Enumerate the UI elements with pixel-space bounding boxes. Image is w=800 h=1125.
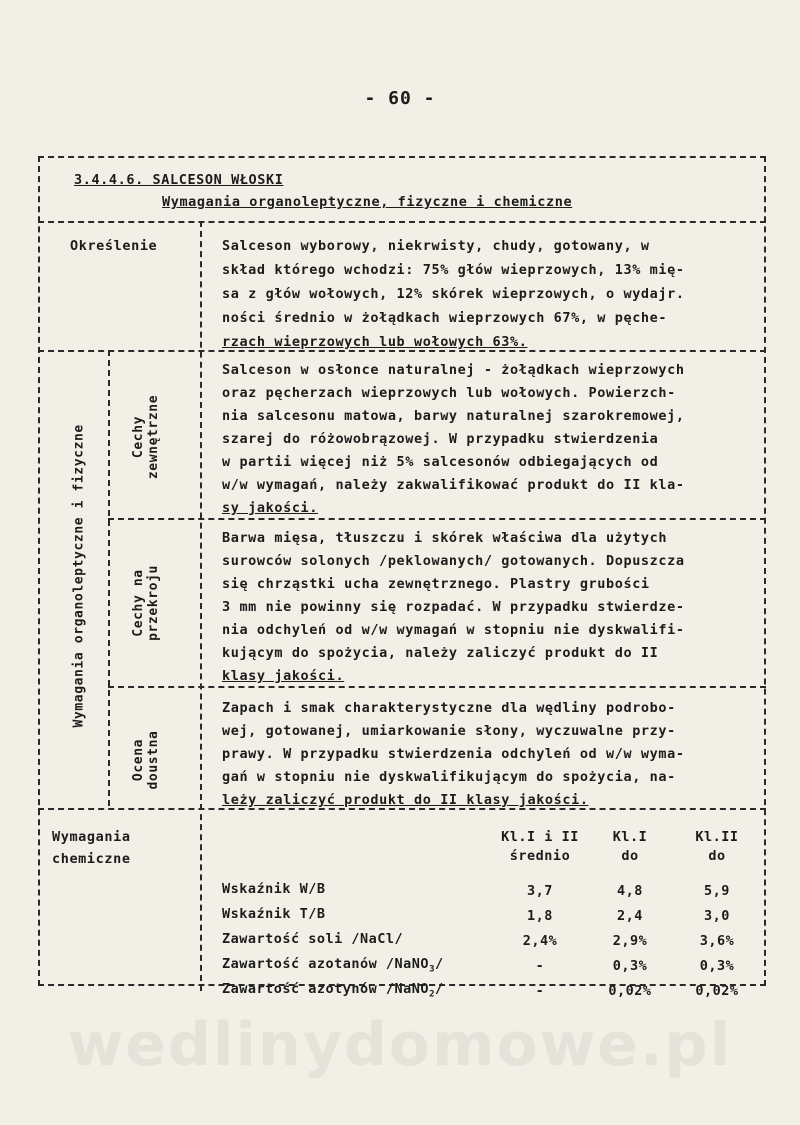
sublabel-column-divider: [108, 350, 110, 806]
cell-value: 0,02%: [695, 982, 739, 999]
taste-line: gań w stopniu nie dyskwalifikującym do spożycia, na-: [222, 769, 676, 785]
cross-section-label: [131, 538, 161, 668]
definition-line: Salceson wyborowy, niekrwisty, chudy, gotowany, w: [222, 238, 650, 254]
external-line: nia salcesonu matowa, barwy naturalnej szarokremowej,: [222, 408, 685, 424]
col-subheader: do: [708, 848, 726, 864]
external-line: Salceson w osłonce naturalnej - żołądkach wieprzowych: [222, 362, 685, 378]
cell-value: 3,0: [704, 907, 730, 924]
row-name: Zawartość soli /NaCl/: [222, 931, 404, 948]
cell-value: 2,4: [617, 907, 643, 924]
cell-value: 4,8: [617, 882, 643, 899]
chemical-label-line2: chemiczne: [52, 851, 131, 867]
cell-value: -: [535, 957, 545, 974]
external-line: sy jakości.: [222, 500, 319, 516]
cross-section-label-line1: Cechy na: [131, 569, 146, 637]
col-header: Kl.I i II: [501, 829, 579, 845]
definition-divider: [38, 350, 766, 352]
cell-value: 2,9%: [612, 932, 648, 949]
table-row: [222, 928, 762, 953]
definition-line: ności średnio w żołądkach wieprzowych 67%, w pęche-: [222, 310, 668, 326]
chemical-header-row: [222, 828, 762, 847]
row-name: Zawartość azotanów /NaNO$_3$/: [222, 956, 444, 975]
external-features-label: [131, 372, 161, 502]
definition-line: rzach wieprzowych lub wołowych 63%.: [222, 334, 528, 350]
definition-line: skład którego wchodzi: 75% głów wieprzowych, 13% mię-: [222, 262, 685, 278]
col-header: Kl.I: [612, 829, 648, 845]
cross-section-label-line2: przekroju: [146, 565, 161, 641]
cell-value: 0,02%: [608, 982, 652, 999]
header-divider: [38, 221, 766, 223]
left-frame: [38, 156, 40, 986]
organoleptic-divider: [38, 808, 766, 810]
col-subheader: średnio: [509, 848, 571, 864]
taste-label-line1: Ocena: [131, 738, 146, 782]
row-name: Wskaźnik T/B: [222, 906, 326, 923]
external-line: oraz pęcherzach wieprzowych lub wołowych. Powierzch-: [222, 385, 676, 401]
cross-section-line: 3 mm nie powinny się rozpadać. W przypadku stwierdze-: [222, 599, 685, 615]
chemical-header-row: [222, 847, 762, 866]
cross-section-line: klasy jakości.: [222, 668, 345, 684]
cell-value: 0,3%: [699, 957, 735, 974]
row-name: Wskaźnik W/B: [222, 881, 326, 898]
top-rule: [38, 156, 766, 158]
cross-section-divider: [108, 686, 766, 688]
cross-section-line: się chrząstki ucha zewnętrznego. Plastry grubości: [222, 576, 650, 592]
taste-line: wej, gotowanej, umiarkowanie słony, wyczuwalne przy-: [222, 723, 676, 739]
right-frame: [764, 156, 766, 986]
page-number: - 60 -: [364, 88, 436, 109]
table-row: [222, 903, 762, 928]
taste-label-line2: doustna: [146, 730, 161, 790]
table-row: [222, 878, 762, 903]
label-column-divider: [200, 221, 202, 991]
taste-line: Zapach i smak charakterystyczne dla wędliny podrobo-: [222, 700, 676, 716]
watermark: wedlinydomowe.pl: [67, 1010, 733, 1080]
table-row: [222, 978, 762, 1003]
taste-line: leży zaliczyć produkt do II klasy jakości.: [222, 792, 589, 808]
table-row: [222, 953, 762, 978]
cross-section-line: nia odchyleń od w/w wymagań w stopniu nie dyskwalifi-: [222, 622, 685, 638]
cross-section-line: kującym do spożycia, należy zaliczyć produkt do II: [222, 645, 659, 661]
section-heading: 3.4.4.6. SALCESON WŁOSKI: [74, 172, 284, 188]
external-line: szarej do różowobrązowej. W przypadku stwierdzenia: [222, 431, 659, 447]
chemical-label: [52, 826, 131, 870]
chemical-table: [222, 828, 762, 1003]
cell-value: 5,9: [704, 882, 730, 899]
cell-value: 2,4%: [522, 932, 558, 949]
external-features-label-line2: zewnętrzne: [146, 394, 161, 480]
external-line: w partii więcej niż 5% salcesonów odbiegających od: [222, 454, 659, 470]
external-features-label-line1: Cechy: [131, 415, 146, 459]
row-name: Zawartość azotynów /NaNO$_2$/: [222, 981, 444, 1000]
definition-line: sa z głów wołowych, 12% skórek wieprzowych, o wydajr.: [222, 286, 685, 302]
chemical-label-line1: Wymagania: [52, 829, 131, 845]
cell-value: -: [535, 982, 545, 999]
organoleptic-group-label: Wymagania organoleptyczne i fizyczne: [71, 424, 87, 728]
cross-section-line: Barwa mięsa, tłuszczu i skórek właściwa dla użytych: [222, 530, 668, 546]
cell-value: 1,8: [527, 907, 553, 924]
col-subheader: do: [621, 848, 639, 864]
taste-line: prawy. W przypadku stwierdzenia odchyleń od w/w wyma-: [222, 746, 685, 762]
external-line: w/w wymagań, należy zakwalifikować produkt do II kla-: [222, 477, 685, 493]
cell-value: 3,6%: [699, 932, 735, 949]
taste-label: [131, 705, 161, 815]
section-subheading: Wymagania organoleptyczne, fizyczne i chemiczne: [162, 194, 573, 210]
cross-section-line: surowców solonych /peklowanych/ gotowanych. Dopuszcza: [222, 553, 685, 569]
cell-value: 3,7: [527, 882, 553, 899]
col-header: Kl.II: [695, 829, 739, 845]
definition-label: Określenie: [70, 238, 158, 254]
cell-value: 0,3%: [612, 957, 648, 974]
external-divider: [108, 518, 766, 520]
